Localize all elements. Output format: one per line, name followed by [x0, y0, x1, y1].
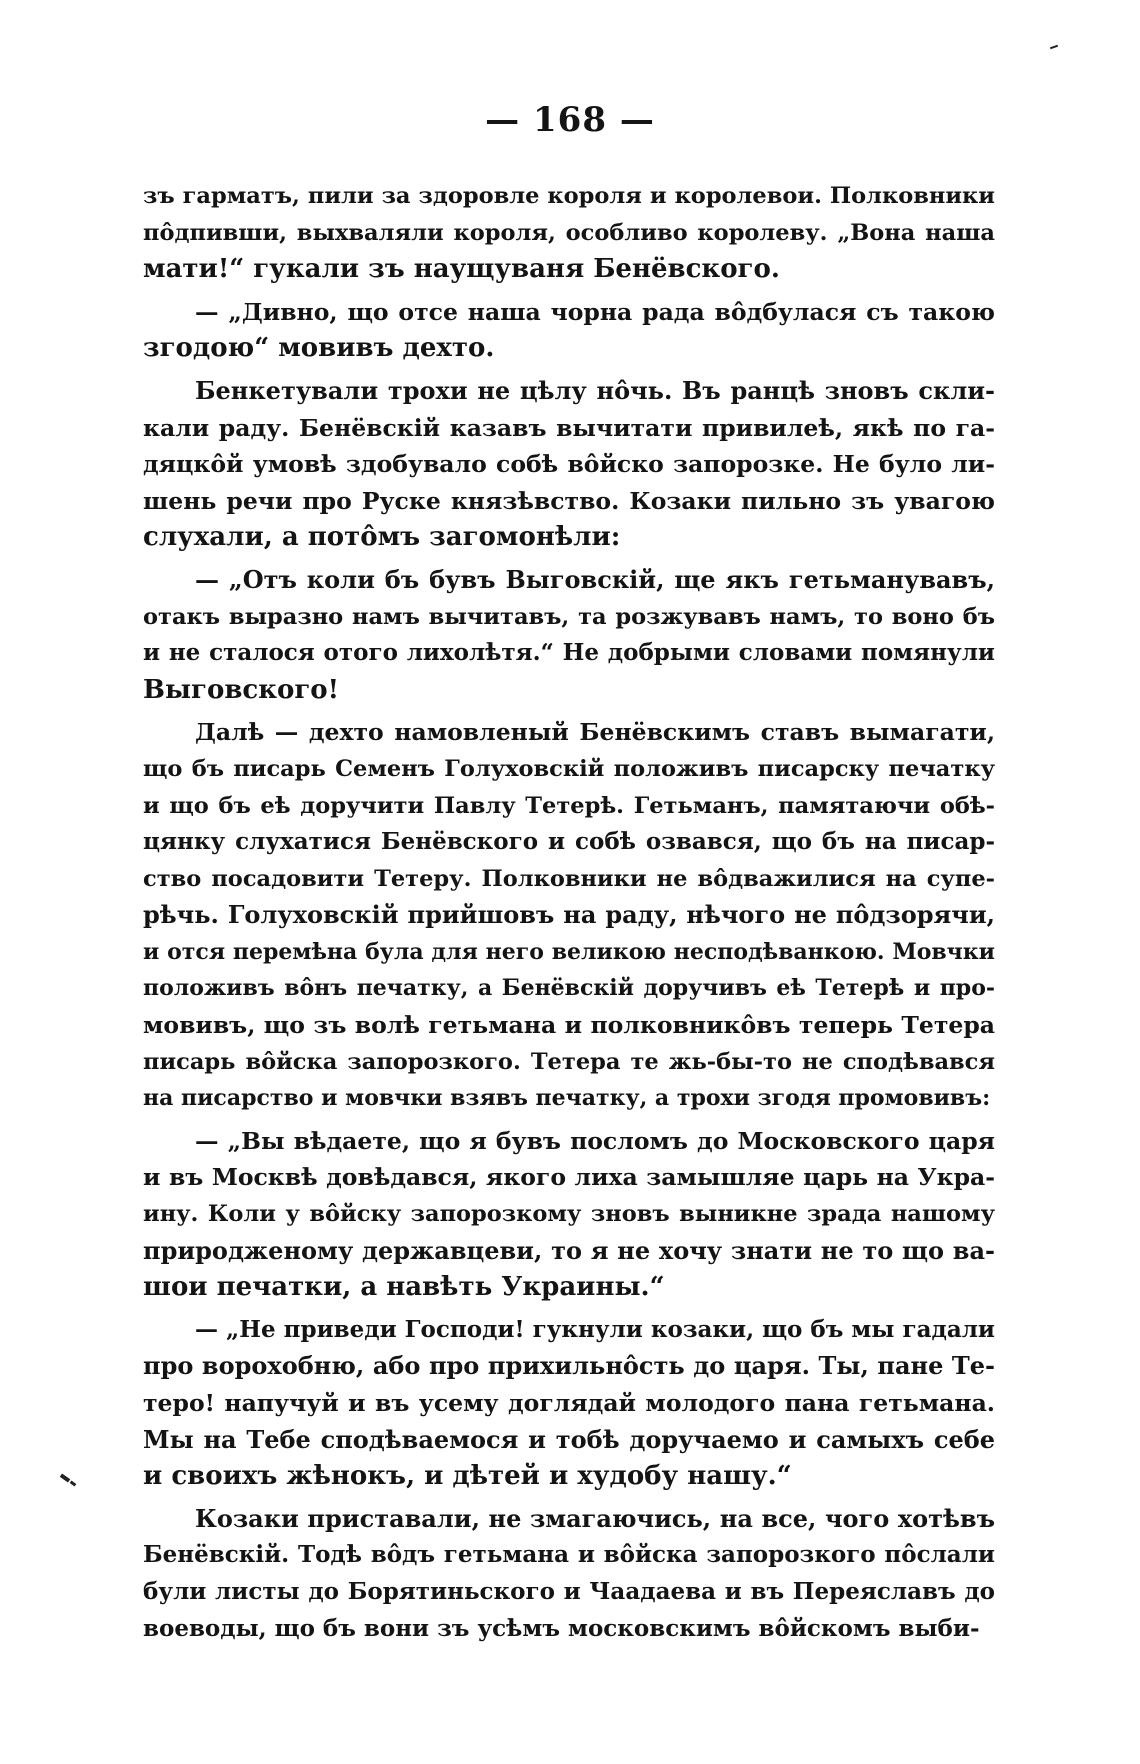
text-line: на писарство и мовчки взявъ печатку, а трохи згодя промовивъ:: [143, 1085, 991, 1112]
text-line: згодою“ мовивъ дехто.: [143, 333, 495, 364]
text-line: и отся перемѣна була для него великою несподѣванкою. Мовчки: [143, 938, 995, 965]
text-line: що бъ писарь Семенъ Голуховскій положивъ писарску печатку: [143, 755, 995, 782]
paragraph: [143, 714, 995, 1117]
text-line: шень речи про Руске князѣвство. Козаки пильно зъ увагою: [143, 486, 995, 515]
text-line: про ворохобню, або про прихильнôсть до царя. Ты, пане Те-: [143, 1351, 995, 1381]
text-line: — „Отъ коли бъ бувъ Выговскій, ще якъ гетьманувавъ,: [195, 564, 995, 594]
paragraph: [143, 178, 995, 288]
text-line: Выговского!: [143, 674, 340, 705]
paragraph: [143, 562, 995, 708]
text-line: Мы на Тебе сподѣваемося и тобѣ доручаемо и самыхъ себе: [143, 1424, 995, 1454]
text-line: и що бъ еѣ доручити Павлу Тетерѣ. Гетьманъ, памятаючи обѣ-: [143, 792, 995, 819]
text-line: и въ Москвѣ довѣдався, якого лиха замышляе царь на Укра-: [143, 1163, 995, 1192]
text-line: теро! напучуй и въ усему доглядай молодого пана гетьмана.: [143, 1389, 995, 1417]
text-line: отакъ выразно намъ вычитавъ, та розжувавъ намъ, то воно бъ: [143, 603, 995, 630]
text-line: були листы до Борятиньского и Чаадаева и въ Переяславъ до: [143, 1577, 995, 1605]
page-number: — 168 —: [485, 100, 655, 140]
text-line: Далѣ — дехто намовленый Бенёвскимъ ставъ вымагати,: [195, 718, 995, 747]
text-line: зъ гарматъ, пили за здоровле короля и королевои. Полковники: [143, 183, 995, 209]
text-line: ину. Коли у вôйску запорозкому зновъ выникне зрада нашому: [143, 1201, 995, 1228]
text-line: писарь вôйска запорозкого. Тетера те жь-бы-то не сподѣвався: [143, 1048, 995, 1075]
text-line: мовивъ, що зъ волѣ гетьмана и полковникôвъ теперь Тетера: [143, 1011, 995, 1040]
text-line: положивъ вôнъ печатку, а Бенёвскій доручивъ еѣ Тетерѣ и про-: [143, 975, 995, 1002]
text-line: — „Вы вѣдаете, що я бувъ посломъ до Московского царя: [195, 1126, 995, 1155]
text-line: ство посадовити Тетеру. Полковники не вôдважилися на супе-: [143, 865, 995, 892]
scan-speck: [70, 1481, 77, 1487]
text-line: — „Дивно, що отсе наша чорна рада вôдбулася съ такою: [195, 297, 995, 326]
text-line: воеводы, що бъ вони зъ усѣмъ московскимъ вôйскомъ выби-: [143, 1614, 980, 1642]
text-line: Козаки приставали, не змагаючись, на все, чого хотѣвъ: [195, 1503, 995, 1533]
page-text-body: [143, 178, 995, 1647]
text-line: цянку слухатися Бенёвского и собѣ озвався, що бъ на писар-: [143, 828, 995, 856]
text-line: мати!“ гукали зъ наущуваня Бенёвского.: [143, 254, 780, 285]
text-line: — „Не приведи Господи! гукнули козаки, що бъ мы гадали: [195, 1315, 995, 1343]
paragraph: [143, 1312, 995, 1495]
paragraph: [143, 373, 995, 556]
text-line: пôдпивши, выхваляли короля, особливо королеву. „Вона наша: [143, 219, 995, 246]
text-line: шои печатки, а навѣть Украины.“: [143, 1272, 665, 1303]
text-line: Бенёвскій. Тодѣ вôдъ гетьмана и вôйска запорозкого пôслали: [143, 1541, 995, 1569]
text-line: слухали, а потôмъ загомонѣли:: [143, 522, 621, 553]
text-line: Бенкетували трохи не цѣлу нôчь. Въ ранцѣ зновъ скли-: [195, 375, 995, 405]
text-line: и своихъ жѣнокъ, и дѣтей и худобу нашу.“: [143, 1461, 792, 1492]
text-line: и не сталося отого лихолѣтя.“ Не добрыми словами помянули: [143, 639, 995, 667]
paragraph: [143, 294, 995, 367]
text-line: дяцкôй умовѣ здобувало собѣ вôйско запорозке. Не було ли-: [143, 450, 995, 479]
paragraph: [143, 1123, 995, 1306]
text-line: природженому державцеви, то я не хочу знати не то що ва-: [143, 1235, 995, 1265]
text-line: рѣчь. Голуховскій прийшовъ на раду, нѣчого не пôдзорячи,: [143, 900, 995, 930]
scan-speck: [60, 1473, 70, 1482]
text-line: кали раду. Бенёвскій казавъ вычитати привилеѣ, якѣ по га-: [143, 413, 995, 442]
scan-speck: [1050, 45, 1058, 50]
paragraph: [143, 1501, 995, 1647]
